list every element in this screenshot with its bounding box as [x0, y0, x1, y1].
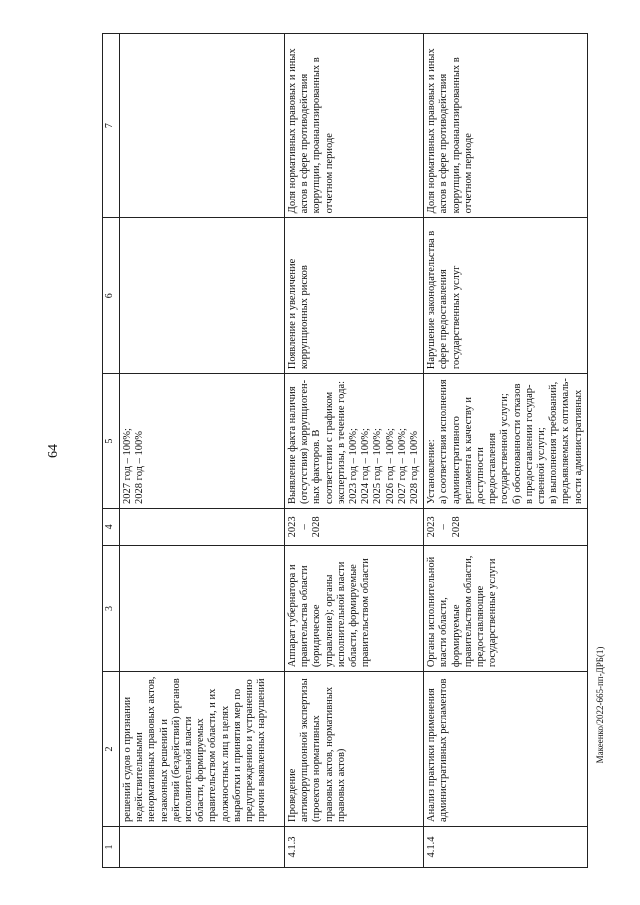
indicator-line: 2024 год – 100%;	[360, 428, 372, 504]
indicator-line: в) выполнения требований, предъявляемых к оптималь-ности административных	[548, 378, 584, 504]
row-number: 4.1.3	[285, 826, 424, 867]
header-col-6: 6	[103, 218, 120, 374]
header-col-4: 4	[103, 508, 120, 545]
indicator-cell	[285, 374, 424, 509]
table-header-row	[103, 34, 120, 868]
indicator-line: 2028 год – 100%	[409, 430, 421, 504]
indicator-line: 2028 год – 100%	[134, 430, 146, 504]
period-cell	[120, 508, 285, 545]
indicator-line: 2027 год – 100%;	[122, 428, 133, 504]
result-cell	[120, 34, 285, 218]
measures-table	[102, 33, 588, 868]
executor-cell: Аппарат губернатора и правительства области (юридическое управление); органы исполнительной власти области, формируемые правительством области	[285, 545, 424, 671]
header-col-3: 3	[103, 545, 120, 671]
result-cell: Доля нормативных правовых и иных актов в сфере противодействия коррупции, проанализированных в отчетном периоде	[285, 34, 424, 218]
table-row	[424, 34, 588, 868]
executor-cell: Органы исполнительной власти области, формируемые правительством области, предоставляющие государственные услуги	[424, 545, 588, 671]
period-cell: 2023 – 2028	[285, 508, 424, 545]
risk-cell: Появление и увеличение коррупционных рисков	[285, 218, 424, 374]
indicator-line: 2026 год – 100%;	[384, 428, 396, 504]
footer-text: Макеенко/2022-665-пп-ДРБ(1)	[595, 646, 605, 764]
indicator-cell	[424, 374, 588, 509]
indicator-line: 2023 год – 100%;	[348, 428, 360, 504]
table-row	[120, 34, 285, 868]
header-col-1: 1	[103, 826, 120, 867]
indicator-line: Выявление факта наличия (отсутствия) коррупциоген-ных факторов. В соответствии с графиком экспертизы, в течение года:	[287, 379, 347, 504]
page-number: 64	[46, 444, 61, 458]
risk-cell: Нарушение законодательства в сфере предоставления государственных услуг	[424, 218, 588, 374]
measure-cell: решений судов о признании недействительными ненормативных правовых актов, незаконных решений и действий (бездействий) органов исполнительной власти области, формируемых правительством области, и их должностных лиц в целях выработки и принятия мер по предупреждению и устранению причин выявленных нарушений	[120, 672, 285, 827]
indicator-cell	[120, 374, 285, 509]
indicator-line: а) соответствия исполнения административного регламента к качеству и доступности предоставления государственной услуги;	[438, 379, 511, 504]
risk-cell	[120, 218, 285, 374]
rotated-table-sheet	[102, 33, 607, 868]
header-col-7: 7	[103, 34, 120, 218]
table-row	[285, 34, 424, 868]
indicator-line: 2027 год – 100%;	[396, 428, 408, 504]
header-col-2: 2	[103, 672, 120, 827]
indicator-line: б) обоснованности отказов в предоставлении государ-ственной услуги;	[511, 383, 548, 504]
header-col-5: 5	[103, 374, 120, 509]
measure-cell: Анализ практики применения административных регламентов	[424, 672, 588, 827]
row-number	[120, 826, 285, 867]
measure-cell: Проведение антикоррупционной экспертизы (проектов нормативных правовых актов, нормативных правовых актов)	[285, 672, 424, 827]
indicator-line: Установление:	[426, 439, 438, 504]
row-number: 4.1.4	[424, 826, 588, 867]
executor-cell	[120, 545, 285, 671]
result-cell: Доля нормативных правовых и иных актов в сфере противодействия коррупции, проанализированных в отчетном периоде	[424, 34, 588, 218]
period-cell: 2023 – 2028	[424, 508, 588, 545]
indicator-line: 2025 год – 100%;	[372, 428, 384, 504]
